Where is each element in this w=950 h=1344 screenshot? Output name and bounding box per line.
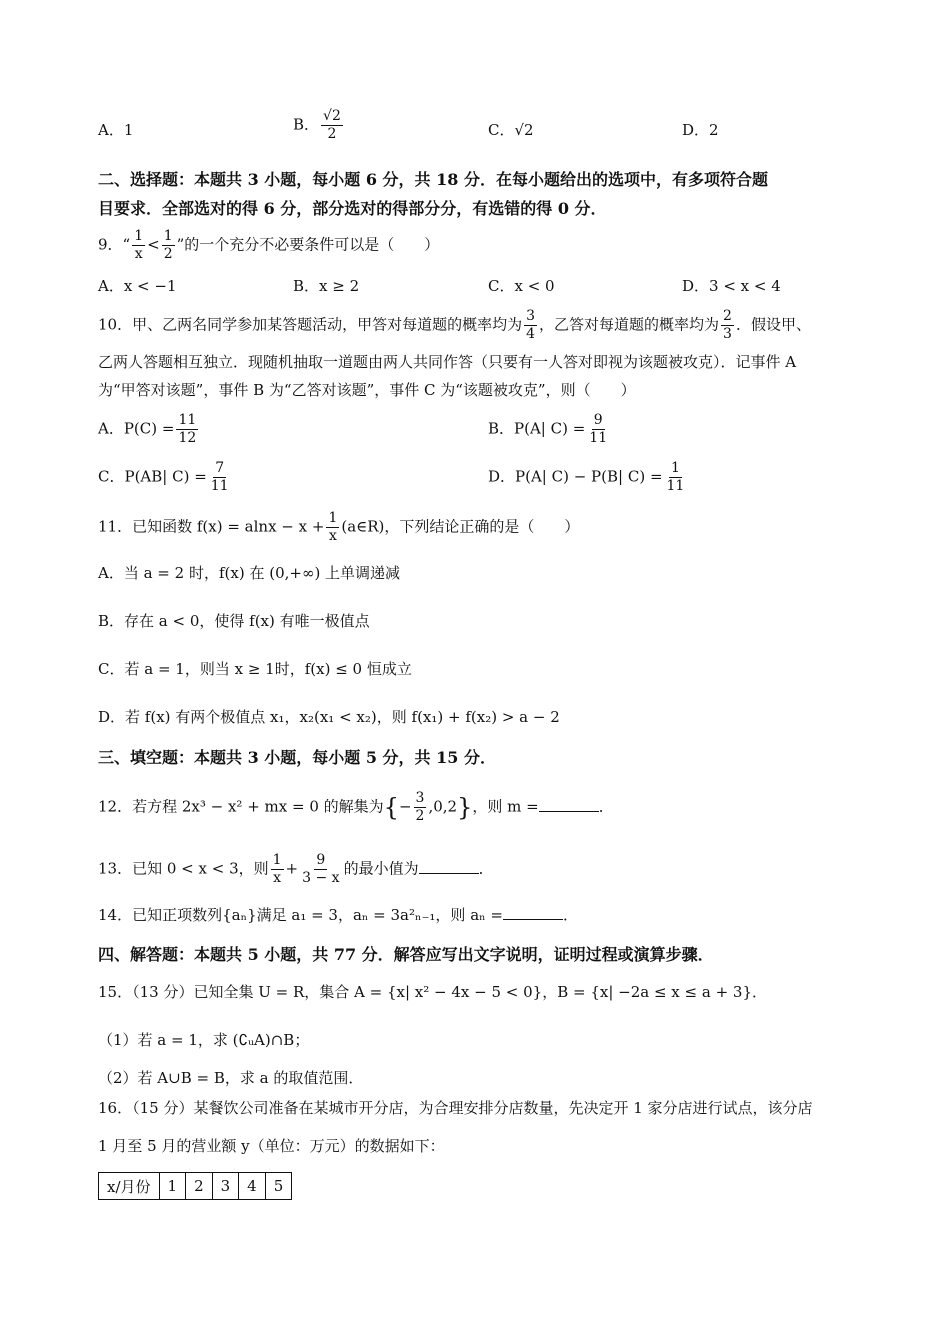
q16-stem-line1: 16．（15 分）某餐饮公司准备在某城市开分店，为合理安排分店数量，先决定开 1 家分店进行试点，该分店 <box>98 1099 813 1117</box>
q10-option-d: D．P(A| C) − P(B| C) = $\frac{1}{11}$ <box>488 460 685 494</box>
q10-option-a: A．P(C) = $\frac{11}{12}$ <box>98 412 197 446</box>
q8-option-d: D．2 <box>682 121 719 139</box>
section2-heading-line2: 目要求．全部选对的得 6 分，部分选对的得部分分，有选错的得 0 分． <box>98 199 607 218</box>
q9-option-a: A．x < −1 <box>98 277 177 295</box>
q10-option-c: C．P(AB| C) = $\frac{7}{11}$ <box>98 460 229 494</box>
q8-option-b-fraction: $\frac{√2}{2}$ <box>323 108 341 142</box>
section3-heading: 三、填空题：本题共 3 小题，每小题 5 分，共 15 分． <box>98 748 496 767</box>
q10-stem-line3: 为“甲答对该题”，事件 B 为“乙答对该题”，事件 C 为“该题被攻克”，则（ ） <box>98 381 636 399</box>
q8-option-c-value: √2 <box>514 121 534 139</box>
table-cell: 3 <box>212 1173 239 1200</box>
q15-stem: 15．（13 分）已知全集 U = R，集合 A = {x| x² − 4x − 5 < 0}，B = {x| −2a ≤ x ≤ a + 3}． <box>98 983 768 1001</box>
q16-data-table <box>98 1172 292 1200</box>
table-cell: 4 <box>239 1173 266 1200</box>
q12-answer-blank[interactable] <box>539 797 599 812</box>
q11-option-d: D．若 f(x) 有两个极值点 x₁，x₂(x₁ < x₂)，则 f(x₁) + f(x₂) > a − 2 <box>98 708 560 726</box>
q16-stem-line2: 1 月至 5 月的营业额 y（单位：万元）的数据如下： <box>98 1137 445 1155</box>
q11-option-a: A．当 a = 2 时，f(x) 在 (0,+∞) 上单调递减 <box>98 564 401 582</box>
table-cell: 2 <box>186 1173 213 1200</box>
q9-option-d: D．3 < x < 4 <box>682 277 781 295</box>
q13-answer-blank[interactable] <box>419 859 479 874</box>
q8-option-b-letter: B． <box>293 115 320 134</box>
q8-option-a: A．1 <box>98 121 134 139</box>
q8-option-c: C．√2 <box>488 121 534 139</box>
q12-stem: 12．若方程 2x³ − x² + mx = 0 的解集为{− $\frac{3}{2}$ ,0,2}，则 m = ． <box>98 790 614 824</box>
q11-stem: 11．已知函数 f(x) = alnx − x + $\frac{1}{x}$ (a∈R)，下列结论正确的是（ ） <box>98 510 580 544</box>
q15-part2: （2）若 A∪B = B，求 a 的取值范围． <box>98 1069 364 1087</box>
q9-option-b: B．x ≥ 2 <box>293 277 360 295</box>
q15-part1: （1）若 a = 1，求 (∁ᵤA)∩B； <box>98 1031 310 1049</box>
q14-stem: 14．已知正项数列{aₙ}满足 a₁ = 3，aₙ = 3a²ₙ₋₁，则 aₙ = ． <box>98 906 578 924</box>
q13-stem: 13．已知 0 < x < 3，则 $\frac{1}{x}$ + $\frac{9}{3 - x}$ 的最小值为 ． <box>98 852 494 886</box>
table-row <box>99 1173 292 1200</box>
section2-heading-line1: 二、选择题：本题共 3 小题，每小题 6 分，共 18 分．在每小题给出的选项中，有多项符合题 <box>98 170 768 189</box>
table-cell: 1 <box>159 1173 186 1200</box>
section4-heading: 四、解答题：本题共 5 小题，共 77 分．解答应写出文字说明，证明过程或演算步骤． <box>98 945 714 964</box>
table-header-cell: x/月份 <box>99 1173 160 1200</box>
q10-option-b: B．P(A| C) = $\frac{9}{11}$ <box>488 412 608 446</box>
q10-stem-line1: 10．甲、乙两名同学参加某答题活动，甲答对每道题的概率均为 $\frac{3}{4}$ ，乙答对每道题的概率均为 $\frac{2}{3}$ ．假设甲、 <box>98 308 811 342</box>
q11-option-b: B．存在 a < 0，使得 f(x) 有唯一极值点 <box>98 612 370 630</box>
q8-option-b <box>293 108 345 143</box>
q9-stem: 9．“ $\frac{1}{x}$ < $\frac{1}{2}$ ”的一个充分不必要条件可以是（ ） <box>98 228 440 262</box>
table-cell: 5 <box>265 1173 292 1200</box>
q11-option-c: C．若 a = 1，则当 x ≥ 1时，f(x) ≤ 0 恒成立 <box>98 660 412 678</box>
q14-answer-blank[interactable] <box>503 905 563 920</box>
q9-option-c: C．x < 0 <box>488 277 555 295</box>
q10-stem-line2: 乙两人答题相互独立．现随机抽取一道题由两人共同作答（只要有一人答对即视为该题被攻克）．记事件 A <box>98 353 797 371</box>
